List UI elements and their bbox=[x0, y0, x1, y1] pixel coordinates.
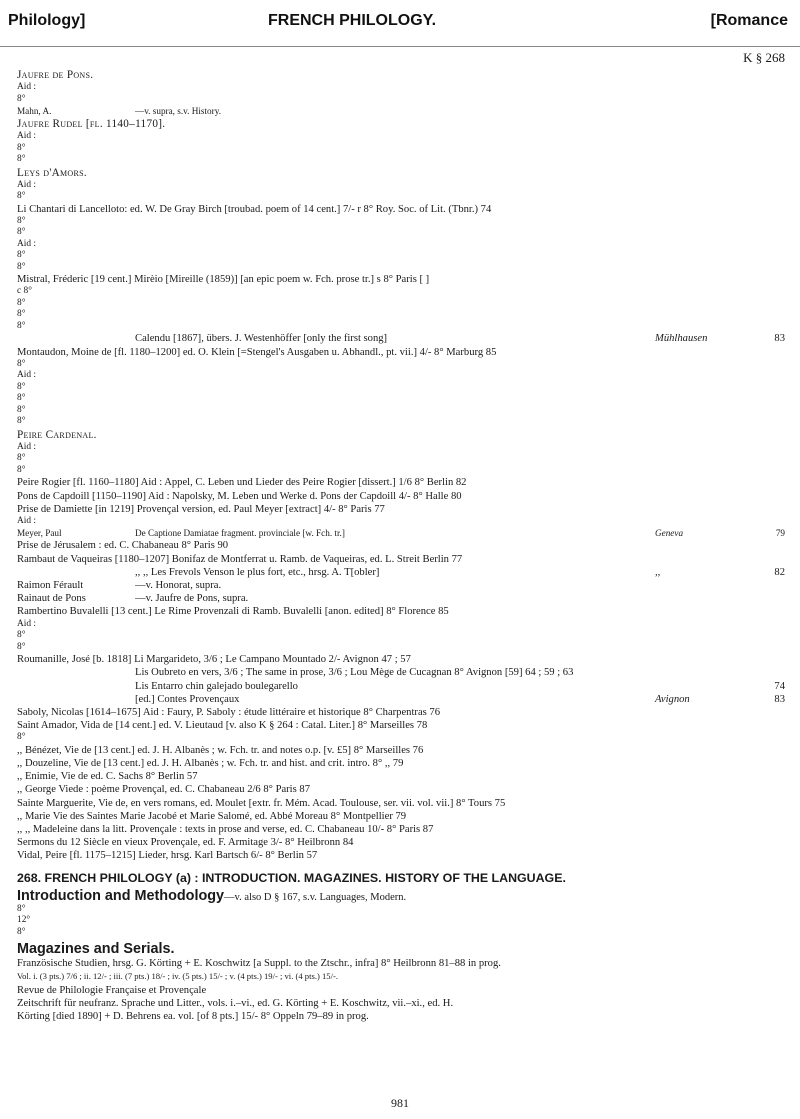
entry-year: 82 bbox=[774, 566, 785, 578]
entry-line: Sermons du 12 Siècle en vieux Provençale, ed. F. Armitage 3/- 8° Heilbronn 84 bbox=[17, 837, 354, 849]
entry-title: —v. Jaufre de Pons, supra. bbox=[135, 593, 249, 605]
entry-author: Mahn, A. bbox=[17, 106, 52, 116]
aid-label: 8° bbox=[17, 309, 26, 320]
entry-title: Lis Entarro chin galejado boulegarello bbox=[135, 680, 298, 692]
entry-year: 83 bbox=[774, 693, 785, 705]
entry-title: —v. supra, s.v. History. bbox=[135, 106, 221, 116]
aid-label: 8° bbox=[17, 903, 26, 914]
entry-line: Li Chantari di Lancelloto: ed. W. De Gray Birch [troubad. poem of 14 cent.] 7/- r 8° Roy. Soc. of Lit. (Tbnr.) 74 bbox=[17, 203, 492, 215]
aid-label: Aid : bbox=[17, 179, 37, 190]
entry-line: Roumanille, José [b. 1818] Li Margarideto, 3/6 ; Le Campano Mountado 2/- Avignon 47 ; 57 bbox=[17, 654, 411, 666]
entry-place: Mühlhausen bbox=[655, 333, 708, 345]
section-reference: K § 268 bbox=[743, 50, 785, 65]
entry-line: Peire Rogier [fl. 1160–1180] Aid : Appel, C. Leben und Lieder des Peire Rogier [dissert.] 1/6 8° Berlin 82 bbox=[17, 477, 467, 489]
entry-author: Raimon Férault bbox=[17, 580, 84, 592]
aid-label: 8° bbox=[17, 142, 26, 153]
entry-heading: Peire Cardenal. bbox=[17, 428, 97, 441]
entry-row bbox=[17, 666, 785, 679]
aid-label: Aid : bbox=[17, 515, 37, 526]
aid-label: 8° bbox=[17, 227, 26, 238]
entry-line: Prise de Jérusalem : ed. C. Chabaneau 8° Paris 90 bbox=[17, 540, 229, 552]
bibliography-list bbox=[17, 68, 785, 863]
aid-label: 8° bbox=[17, 250, 26, 261]
entry-line: ,, George Viede : poème Provençal, ed. C. Chabaneau 2/6 8° Paris 87 bbox=[17, 784, 310, 796]
magazine-line: Zeitschrift für neufranz. Sprache und Litter., vols. i.–vi., ed. G. Körting + E. Koschwitz, vii.–xi., ed. H. bbox=[17, 997, 454, 1009]
entry-title: ,, ,, Les Frevols Venson le plus fort, etc., hrsg. A. T[obler] bbox=[135, 566, 380, 578]
aid-label: 8° bbox=[17, 381, 26, 392]
aid-label: 8° bbox=[17, 732, 26, 743]
entry-title: —v. Honorat, supra. bbox=[135, 580, 222, 592]
entry-place: Geneva bbox=[655, 528, 684, 539]
entry-title: De Captione Damiatae fragment. provinciale [w. Fch. tr.] bbox=[135, 528, 345, 539]
page-body bbox=[17, 50, 785, 1023]
entry-row bbox=[17, 527, 785, 539]
entry-row bbox=[17, 693, 785, 706]
aid-label: 8° bbox=[17, 358, 26, 369]
aid-label: 8° bbox=[17, 154, 26, 164]
magazines-heading: Magazines and Serials. bbox=[17, 941, 175, 958]
entry-line: Pons de Capdoill [1150–1190] Aid : Napolsky, M. Leben und Werke d. Pons der Capdoill 4/- 8° Halle 80 bbox=[17, 490, 462, 502]
aid-label: 12° bbox=[17, 915, 31, 926]
aid-label: 8° bbox=[17, 261, 26, 272]
entry-year: 79 bbox=[775, 528, 785, 539]
entry-line: Vidal, Peire [fl. 1175–1215] Lieder, hrsg. Karl Bartsch 6/- 8° Berlin 57 bbox=[17, 850, 318, 862]
entry-line: ,, Bénézet, Vie de [13 cent.] ed. J. H. Albanès ; w. Fch. tr. and notes o.p. [v. £5] 8° Marseilles 76 bbox=[17, 744, 424, 756]
header-left: Philology] bbox=[8, 12, 86, 29]
aid-label: Aid : bbox=[17, 82, 37, 92]
section-title: 268. FRENCH PHILOLOGY (a) : INTRODUCTION. MAGAZINES. HISTORY OF THE LANGUAGE. bbox=[17, 870, 566, 885]
entry-row bbox=[17, 105, 785, 117]
entry-place: Avignon bbox=[655, 693, 690, 705]
entry-line: ,, ,, Madeleine dans la litt. Provençale : texts in prose and verse, ed. C. Chabaneau 10/- 8° Paris 87 bbox=[17, 824, 434, 836]
entry-line: Prise de Damiette [in 1219] Provençal version, ed. Paul Meyer [extract] 4/- 8° Paris 77 bbox=[17, 503, 385, 515]
entry-line: Rambertino Buvalelli [13 cent.] Le Rime Provenzali di Ramb. Buvalelli [anon. edited] 8° Florence 85 bbox=[17, 606, 449, 618]
header-right: [Romance bbox=[710, 12, 788, 29]
aid-label: Aid : bbox=[17, 238, 37, 249]
aid-label: 8° bbox=[17, 453, 26, 464]
entry-year: 83 bbox=[774, 333, 785, 345]
header-center: FRENCH PHILOLOGY. bbox=[268, 12, 437, 29]
entry-row bbox=[17, 680, 785, 693]
aid-label: Aid : bbox=[17, 370, 37, 381]
entry-line: Montaudon, Moine de [fl. 1180–1200] ed. O. Klein [=Stengel's Ausgaben u. Abhandl., pt. vii.] 4/- 8° Marburg 85 bbox=[17, 346, 497, 358]
magazine-line: Revue de Philologie Française et Provençale bbox=[17, 984, 207, 996]
magazines-list bbox=[17, 957, 785, 1023]
intro-list bbox=[17, 904, 785, 939]
aid-label: 8° bbox=[17, 464, 26, 475]
entry-author: Meyer, Paul bbox=[17, 528, 62, 539]
entry-heading: Jaufre de Pons. bbox=[17, 69, 94, 81]
intro-heading: Introduction and Methodology—v. also D § 167, s.v. Languages, Modern. bbox=[17, 887, 407, 904]
intro-note: —v. also D § 167, s.v. Languages, Modern. bbox=[224, 891, 407, 903]
entry-row bbox=[17, 332, 785, 345]
entry-line: ,, Douzeline, Vie de [13 cent.] ed. J. H. Albanès ; w. Fch. tr. and hist. and crit. intro. 8° ,, 79 bbox=[17, 758, 404, 770]
entry-line: Saboly, Nicolas [1614–1675] Aid : Faury, P. Saboly : étude littéraire et historique 8° Charpentras 76 bbox=[17, 706, 441, 718]
entry-row bbox=[17, 566, 785, 579]
aid-label: Aid : bbox=[17, 618, 37, 629]
aid-label: 8° bbox=[17, 630, 26, 641]
entry-line: Saint Amador, Vida de [14 cent.] ed. V. Lieutaud [v. also K § 264 : Catal. Liter.] 8° Marseilles 78 bbox=[17, 720, 428, 732]
aid-label: 8° bbox=[17, 416, 26, 427]
aid-label: 8° bbox=[17, 93, 26, 104]
page-number: 981 bbox=[391, 1096, 409, 1110]
aid-label: 8° bbox=[17, 404, 26, 415]
aid-label: Aid : bbox=[17, 131, 37, 141]
aid-label: 8° bbox=[17, 215, 26, 226]
entry-line: Rambaut de Vaqueiras [1180–1207] Bonifaz de Montferrat u. Ramb. de Vaqueiras, ed. L. Streit Berlin 77 bbox=[17, 553, 463, 565]
entry-place: ,, bbox=[655, 566, 661, 578]
entry-heading: Leys d'Amors. bbox=[17, 166, 87, 179]
running-header bbox=[0, 0, 800, 47]
aid-label: 8° bbox=[17, 641, 26, 652]
aid-label: c 8° bbox=[17, 286, 32, 297]
entry-title: [ed.] Contes Provençaux bbox=[135, 693, 240, 705]
entry-line: Sainte Marguerite, Vie de, en vers romans, ed. Moulet [extr. fr. Mém. Acad. Toulouse, ser. vii. vol. vii.] 8° Tours 75 bbox=[17, 797, 506, 809]
aid-label: 8° bbox=[17, 297, 26, 308]
aid-label: Aid : bbox=[17, 441, 37, 452]
aid-label: 8° bbox=[17, 393, 26, 404]
entry-heading: Jaufre Rudel [fl. 1140–1170]. bbox=[17, 118, 166, 130]
aid-label: 8° bbox=[17, 191, 26, 201]
entry-title: Calendu [1867], übers. J. Westenhöffer [only the first song] bbox=[135, 333, 388, 345]
entry-row bbox=[17, 592, 785, 605]
entry-author: Rainaut de Pons bbox=[17, 593, 86, 605]
magazine-line: Französische Studien, hrsg. G. Körting + E. Koschwitz [a Suppl. to the Ztschr., infra] 8° Heilbronn 81–88 in prog. bbox=[17, 958, 501, 970]
entry-row bbox=[17, 579, 785, 592]
entry-line: ,, Enimie, Vie de ed. C. Sachs 8° Berlin 57 bbox=[17, 771, 198, 783]
magazine-line: Körting [died 1890] + D. Behrens ea. vol. [of 8 pts.] 15/- 8° Oppeln 79–89 in prog. bbox=[17, 1011, 369, 1022]
entry-title: Lis Oubreto en vers, 3/6 ; The same in prose, 3/6 ; Lou Mège de Cucagnan 8° Avignon [59] 64 ; 59 ; 63 bbox=[135, 667, 574, 679]
magazine-line: Vol. i. (3 pts.) 7/6 ; ii. 12/- ; iii. (7 pts.) 18/- ; iv. (5 pts.) 15/- ; v. (4 pts.) 19/- ; vi. (4 pts.) 15/-. bbox=[17, 971, 338, 982]
entry-line: ,, Marie Vie des Saintes Marie Jacobé et Marie Salomé, ed. Abbé Moreau 8° Montpellier 79 bbox=[17, 810, 407, 822]
entry-year: 74 bbox=[774, 680, 785, 692]
aid-label: 8° bbox=[17, 320, 26, 331]
entry-line: Mistral, Fréderic [19 cent.] Mirèio [Mireille (1859)] [an epic poem w. Fch. prose tr.] s 8° Paris [ ] bbox=[17, 274, 430, 286]
aid-label: 8° bbox=[17, 926, 26, 937]
